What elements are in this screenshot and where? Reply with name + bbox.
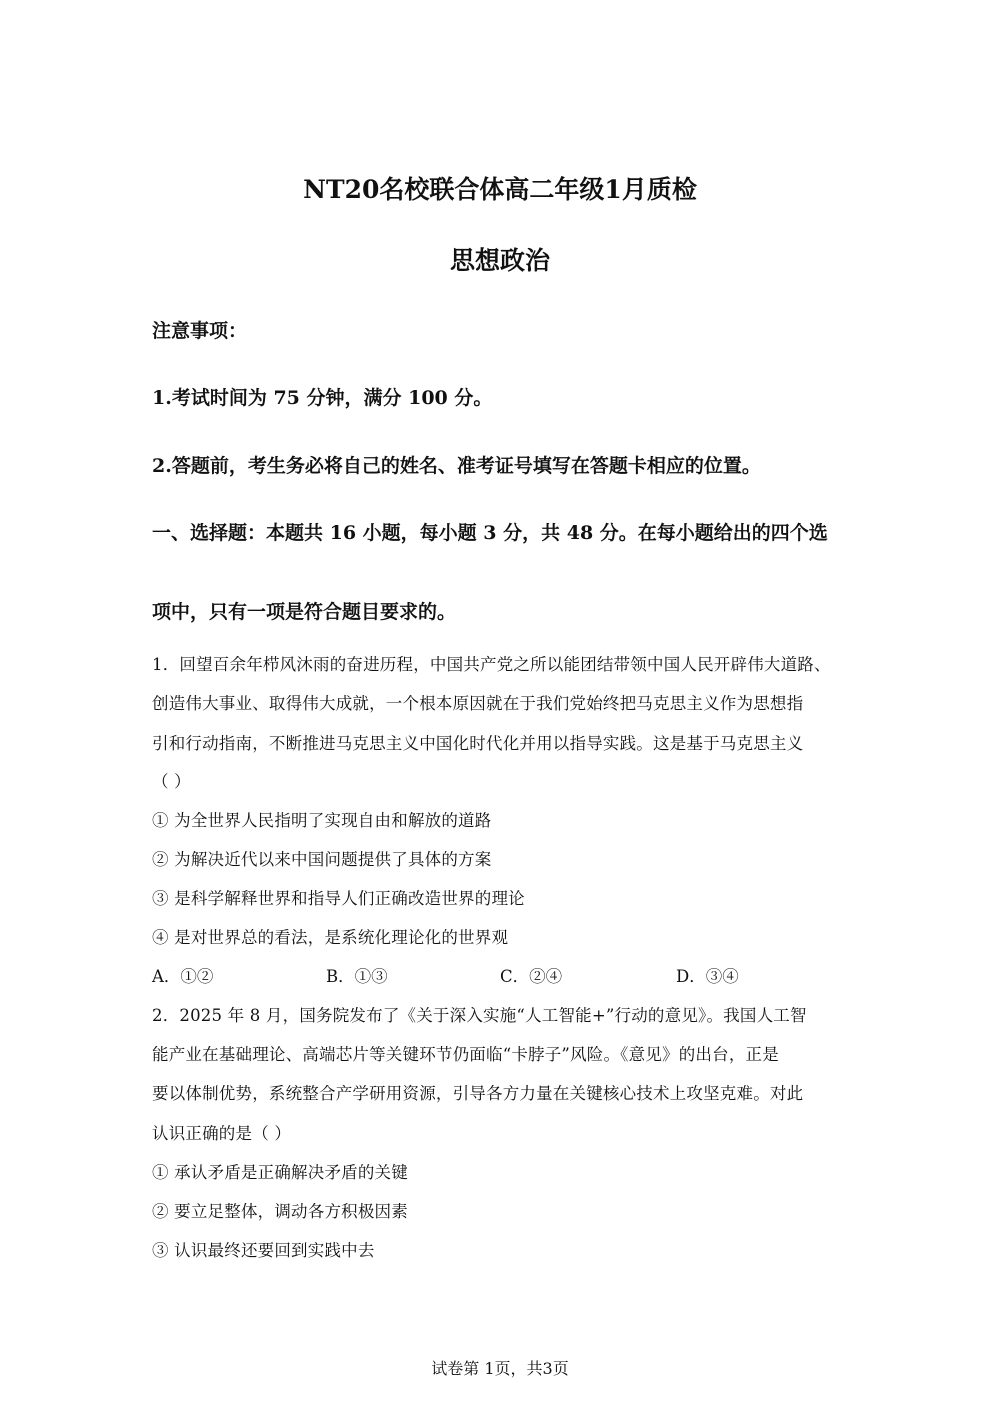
q2-statement-3: ③ 认识最终还要回到实践中去 [152,1241,375,1260]
q2-stem-line: 要以体制优势，系统整合产学研用资源，引导各方力量在关键核心技术上攻坚克难。对此 [152,1084,804,1103]
q1-option-b[interactable]: B．①③ [326,967,388,986]
q1-statement-3: ③ 是科学解释世界和指导人们正确改造世界的理论 [152,889,525,908]
q2-statement-1: ① 承认矛盾是正确解决矛盾的关键 [152,1163,408,1182]
q1-answer-blank: （ ） [152,772,191,791]
q2-stem-line: 2．2025 年 8 月，国务院发布了《关于深入实施“人工智能+”行动的意见》。我国人工智 [152,1006,807,1025]
section-heading-line-2: 项中，只有一项是符合题目要求的。 [152,601,457,623]
q1-statement-2: ② 为解决近代以来中国问题提供了具体的方案 [152,850,492,869]
exam-title: NT20名校联合体高二年级1月质检 [303,175,697,204]
notice-heading: 注意事项： [152,320,248,342]
subject-title: 思想政治 [449,246,550,275]
notice-item-2: 2.答题前，考生务必将自己的姓名、准考证号填写在答题卡相应的位置。 [152,455,761,477]
section-heading-line-1: 一、选择题：本题共 16 小题，每小题 3 分，共 48 分。在每小题给出的四个选 [152,522,828,544]
q2-stem-line: 能产业在基础理论、高端芯片等关键环节仍面临“卡脖子”风险。《意见》的出台，正是 [152,1045,779,1064]
q1-statement-4: ④ 是对世界总的看法，是系统化理论化的世界观 [152,928,509,947]
q1-stem-line: 引和行动指南，不断推进马克思主义中国化时代化并用以指导实践。这是基于马克思主义 [152,734,804,753]
q1-option-c[interactable]: C．②④ [500,967,563,986]
q1-stem-line: 1．回望百余年栉风沐雨的奋进历程，中国共产党之所以能团结带领中国人民开辟伟大道路、 [152,655,831,674]
q1-option-a[interactable]: A．①② [152,967,214,986]
notice-item-1: 1.考试时间为 75 分钟，满分 100 分。 [152,387,493,409]
q2-statement-2: ② 要立足整体，调动各方积极因素 [152,1202,408,1221]
q1-option-d[interactable]: D．③④ [676,967,739,986]
page-footer: 试卷第 1页，共3页 [431,1359,569,1378]
q1-stem-line: 创造伟大事业、取得伟大成就，一个根本原因就在于我们党始终把马克思主义作为思想指 [152,694,804,713]
q2-stem-line: 认识正确的是（ ） [152,1124,292,1143]
q1-statement-1: ① 为全世界人民指明了实现自由和解放的道路 [152,811,492,830]
